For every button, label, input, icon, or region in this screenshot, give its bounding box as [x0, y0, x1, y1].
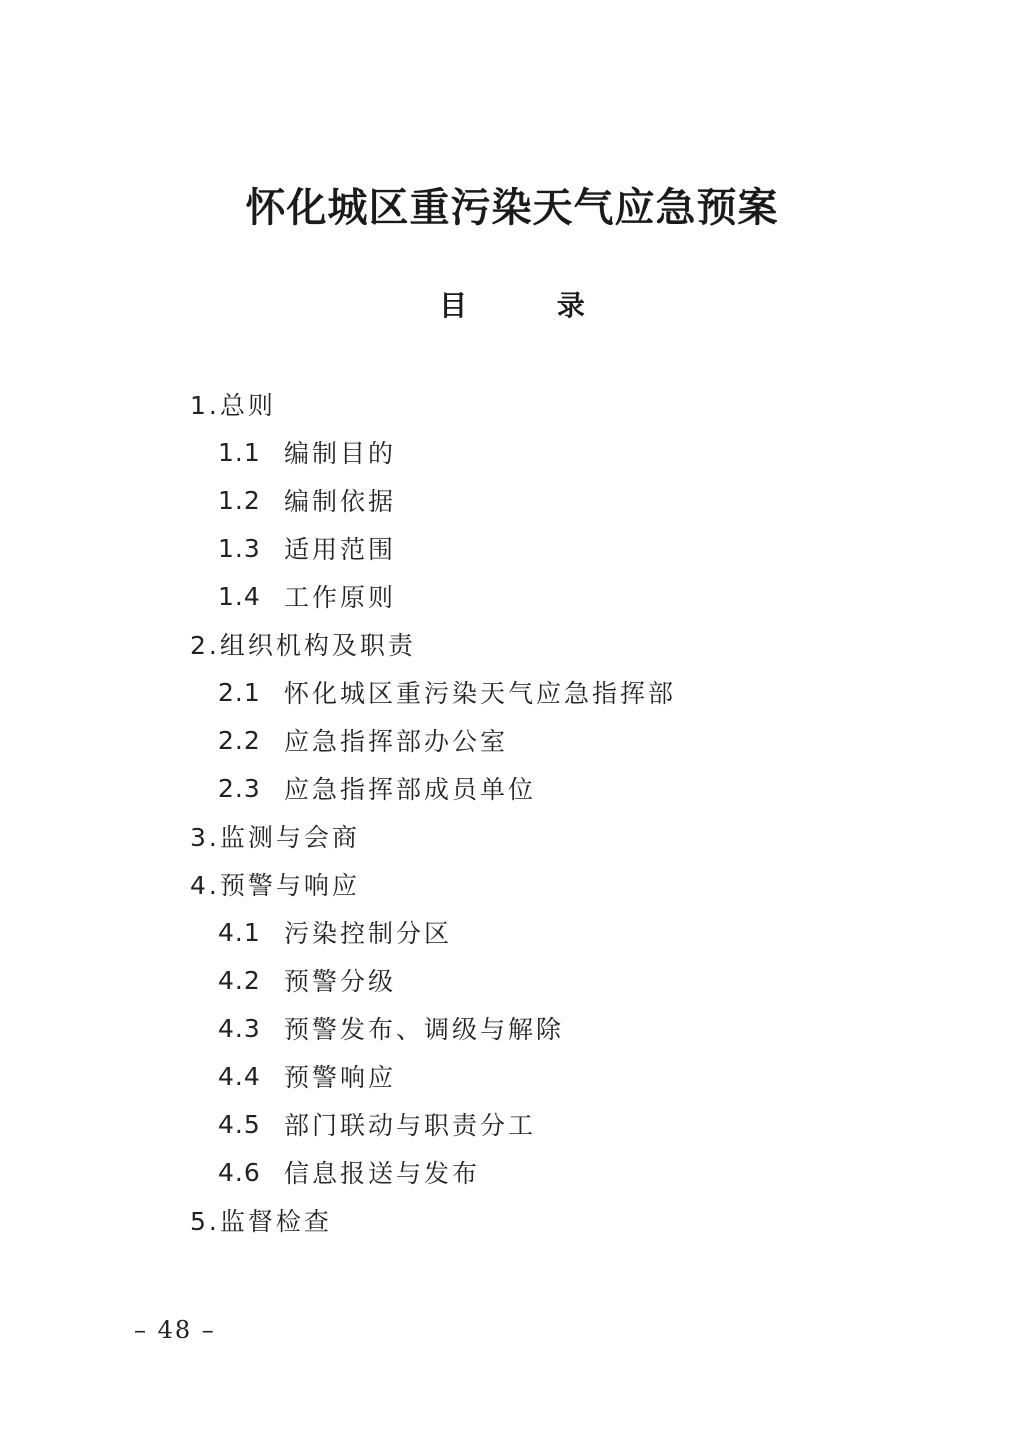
toc-item-number: 1.3 [218, 533, 261, 563]
toc-item-number: 4.2 [218, 965, 261, 995]
toc-item [190, 1196, 332, 1244]
toc-item [218, 764, 536, 812]
toc-item-number: 2.2 [218, 725, 261, 755]
document-title: 怀化城区重污染天气应急预案 [245, 184, 779, 231]
toc-item-number: 4.1 [218, 917, 261, 947]
toc-item [218, 668, 676, 716]
toc-item-text: 信息报送与发布 [284, 1159, 481, 1188]
toc-item-number: 1.1 [218, 437, 261, 467]
toc-item-text: 1.总则 [190, 391, 276, 420]
toc-item-text: 预警发布、调级与解除 [284, 1015, 565, 1044]
toc-item-number: 2.3 [218, 773, 261, 803]
toc-item [218, 1052, 396, 1100]
toc-heading: 目 录 [439, 289, 625, 322]
toc-item [218, 716, 508, 764]
toc-item [218, 956, 396, 1004]
toc-item-number: 4.3 [218, 1013, 261, 1043]
toc-item-text: 5.监督检查 [190, 1207, 332, 1236]
toc-item-text: 2.组织机构及职责 [190, 631, 416, 660]
toc-item-text: 适用范围 [284, 535, 397, 564]
toc-item [190, 812, 360, 860]
toc-item-text: 工作原则 [284, 583, 397, 612]
toc-item [218, 524, 396, 572]
toc-item-text: 应急指挥部成员单位 [284, 775, 537, 804]
toc-item [218, 908, 452, 956]
toc-item-text: 编制目的 [284, 439, 397, 468]
toc-item [218, 476, 396, 524]
toc-item-number: 4.4 [218, 1061, 261, 1091]
toc-item-text: 应急指挥部办公室 [284, 727, 509, 756]
toc-item-number: 2.1 [218, 677, 261, 707]
page-number: – 48 – [134, 1316, 216, 1344]
toc-item-text: 预警响应 [284, 1063, 397, 1092]
toc-item [218, 1148, 480, 1196]
toc-item-number: 1.4 [218, 581, 261, 611]
toc-item-text: 怀化城区重污染天气应急指挥部 [284, 679, 677, 708]
toc-item-text: 3.监测与会商 [190, 823, 360, 852]
toc-item-text: 预警分级 [284, 967, 397, 996]
toc-item [218, 1100, 536, 1148]
toc-item [190, 620, 416, 668]
toc-item [190, 860, 360, 908]
toc-item-text: 污染控制分区 [284, 919, 453, 948]
toc-item [190, 380, 276, 428]
toc-item-text: 部门联动与职责分工 [284, 1111, 537, 1140]
toc-item [218, 428, 396, 476]
toc-item-number: 4.5 [218, 1109, 261, 1139]
toc-item-text: 4.预警与响应 [190, 871, 360, 900]
toc-item-number: 4.6 [218, 1157, 261, 1187]
toc-item-number: 1.2 [218, 485, 261, 515]
toc-item-text: 编制依据 [284, 487, 397, 516]
toc-item [218, 1004, 564, 1052]
toc-item [218, 572, 396, 620]
